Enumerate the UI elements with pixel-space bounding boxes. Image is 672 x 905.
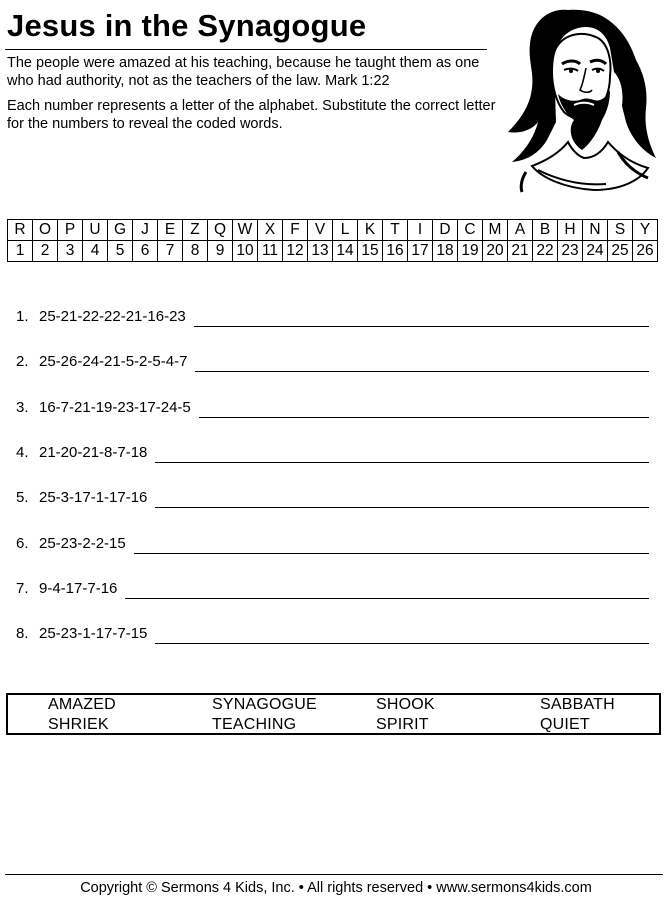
puzzle-item — [16, 394, 649, 418]
coded-word: 25-3-17-1-17-16 — [39, 489, 148, 506]
cipher-letter: P — [58, 220, 83, 241]
jesus-portrait-illustration — [498, 2, 658, 194]
puzzle-number: 6. — [16, 535, 29, 552]
copyright-footer: Copyright © Sermons 4 Kids, Inc. • All rights reserved • www.sermons4kids.com — [80, 880, 592, 896]
cipher-letter: T — [383, 220, 408, 241]
answer-blank[interactable] — [134, 534, 649, 554]
cipher-number: 4 — [83, 241, 108, 262]
answer-blank[interactable] — [155, 624, 649, 644]
footer-divider — [5, 874, 663, 875]
cipher-number: 17 — [408, 241, 433, 262]
cipher-number: 10 — [233, 241, 258, 262]
intro-verse: The people were amazed at his teaching, because he taught them as one who had authority, not as the teachers of the law. Mark 1:22 — [7, 55, 480, 89]
word-bank — [6, 693, 661, 735]
cipher-number: 13 — [308, 241, 333, 262]
cipher-letters-row — [8, 220, 658, 241]
puzzle-number: 2. — [16, 353, 29, 370]
cipher-letter: U — [83, 220, 108, 241]
title-underline — [5, 49, 487, 50]
answer-blank[interactable] — [125, 579, 649, 599]
word-bank-word: QUIET — [540, 716, 590, 733]
cipher-number: 14 — [333, 241, 358, 262]
puzzle-item — [16, 575, 649, 599]
puzzle-number: 5. — [16, 489, 29, 506]
cipher-number: 18 — [433, 241, 458, 262]
cipher-number: 8 — [183, 241, 208, 262]
cipher-letter: Q — [208, 220, 233, 241]
cipher-letter: D — [433, 220, 458, 241]
cipher-letter: M — [483, 220, 508, 241]
coded-word: 25-26-24-21-5-2-5-4-7 — [39, 353, 188, 370]
cipher-number: 24 — [583, 241, 608, 262]
cipher-number: 26 — [633, 241, 658, 262]
cipher-letter: I — [408, 220, 433, 241]
word-bank-word: AMAZED — [48, 696, 116, 713]
puzzle-item — [16, 439, 649, 463]
cipher-number: 3 — [58, 241, 83, 262]
cipher-number: 2 — [33, 241, 58, 262]
puzzle-number: 7. — [16, 580, 29, 597]
word-bank-word: SHRIEK — [48, 716, 109, 733]
cipher-letter: L — [333, 220, 358, 241]
cipher-letter: K — [358, 220, 383, 241]
answer-blank[interactable] — [194, 307, 649, 327]
word-bank-word: SYNAGOGUE — [212, 696, 317, 713]
coded-word: 9-4-17-7-16 — [39, 580, 118, 597]
word-bank-word: SPIRIT — [376, 716, 429, 733]
answer-blank[interactable] — [155, 443, 649, 463]
answer-blank[interactable] — [155, 488, 649, 508]
cipher-letter: B — [533, 220, 558, 241]
puzzle-number: 1. — [16, 308, 29, 325]
cipher-letter: J — [133, 220, 158, 241]
cipher-number: 15 — [358, 241, 383, 262]
coded-word: 16-7-21-19-23-17-24-5 — [39, 399, 191, 416]
cipher-number: 6 — [133, 241, 158, 262]
word-bank-word: TEACHING — [212, 716, 297, 733]
cipher-letter: F — [283, 220, 308, 241]
puzzle-item — [16, 620, 649, 644]
cipher-letter: Z — [183, 220, 208, 241]
cipher-number: 20 — [483, 241, 508, 262]
cipher-letter: G — [108, 220, 133, 241]
cipher-number: 16 — [383, 241, 408, 262]
puzzle-number: 3. — [16, 399, 29, 416]
cipher-key-table — [7, 219, 658, 262]
cipher-letter: E — [158, 220, 183, 241]
word-bank-word: SHOOK — [376, 696, 435, 713]
cipher-number: 22 — [533, 241, 558, 262]
puzzle-number: 4. — [16, 444, 29, 461]
answer-blank[interactable] — [199, 398, 649, 418]
cipher-letter: V — [308, 220, 333, 241]
cipher-letter: W — [233, 220, 258, 241]
cipher-letter: R — [8, 220, 33, 241]
cipher-number: 1 — [8, 241, 33, 262]
puzzle-item — [16, 348, 649, 372]
cipher-letter: S — [608, 220, 633, 241]
cipher-letter: X — [258, 220, 283, 241]
puzzle-number: 8. — [16, 625, 29, 642]
cipher-letter: Y — [633, 220, 658, 241]
cipher-letter: A — [508, 220, 533, 241]
cipher-number: 19 — [458, 241, 483, 262]
word-bank-word: SABBATH — [540, 696, 615, 713]
cipher-letter: C — [458, 220, 483, 241]
cipher-number: 11 — [258, 241, 283, 262]
cipher-number: 23 — [558, 241, 583, 262]
coded-word: 21-20-21-8-7-18 — [39, 444, 148, 461]
puzzle-item — [16, 484, 649, 508]
cipher-letter: N — [583, 220, 608, 241]
cipher-letter: O — [33, 220, 58, 241]
cipher-number: 21 — [508, 241, 533, 262]
cipher-number: 5 — [108, 241, 133, 262]
cipher-number: 12 — [283, 241, 308, 262]
cipher-number: 25 — [608, 241, 633, 262]
cipher-number: 9 — [208, 241, 233, 262]
answer-blank[interactable] — [195, 352, 649, 372]
coded-word: 25-23-1-17-7-15 — [39, 625, 148, 642]
puzzle-item — [16, 303, 649, 327]
instructions-text: Each number represents a letter of the alphabet. Substitute the correct letter for the numbers to reveal the coded words. — [7, 98, 496, 132]
cipher-numbers-row — [8, 241, 658, 262]
puzzle-item — [16, 530, 649, 554]
cipher-number: 7 — [158, 241, 183, 262]
coded-word: 25-23-2-2-15 — [39, 535, 126, 552]
coded-word: 25-21-22-22-21-16-23 — [39, 308, 186, 325]
page-title: Jesus in the Synagogue — [7, 8, 367, 43]
cipher-letter: H — [558, 220, 583, 241]
